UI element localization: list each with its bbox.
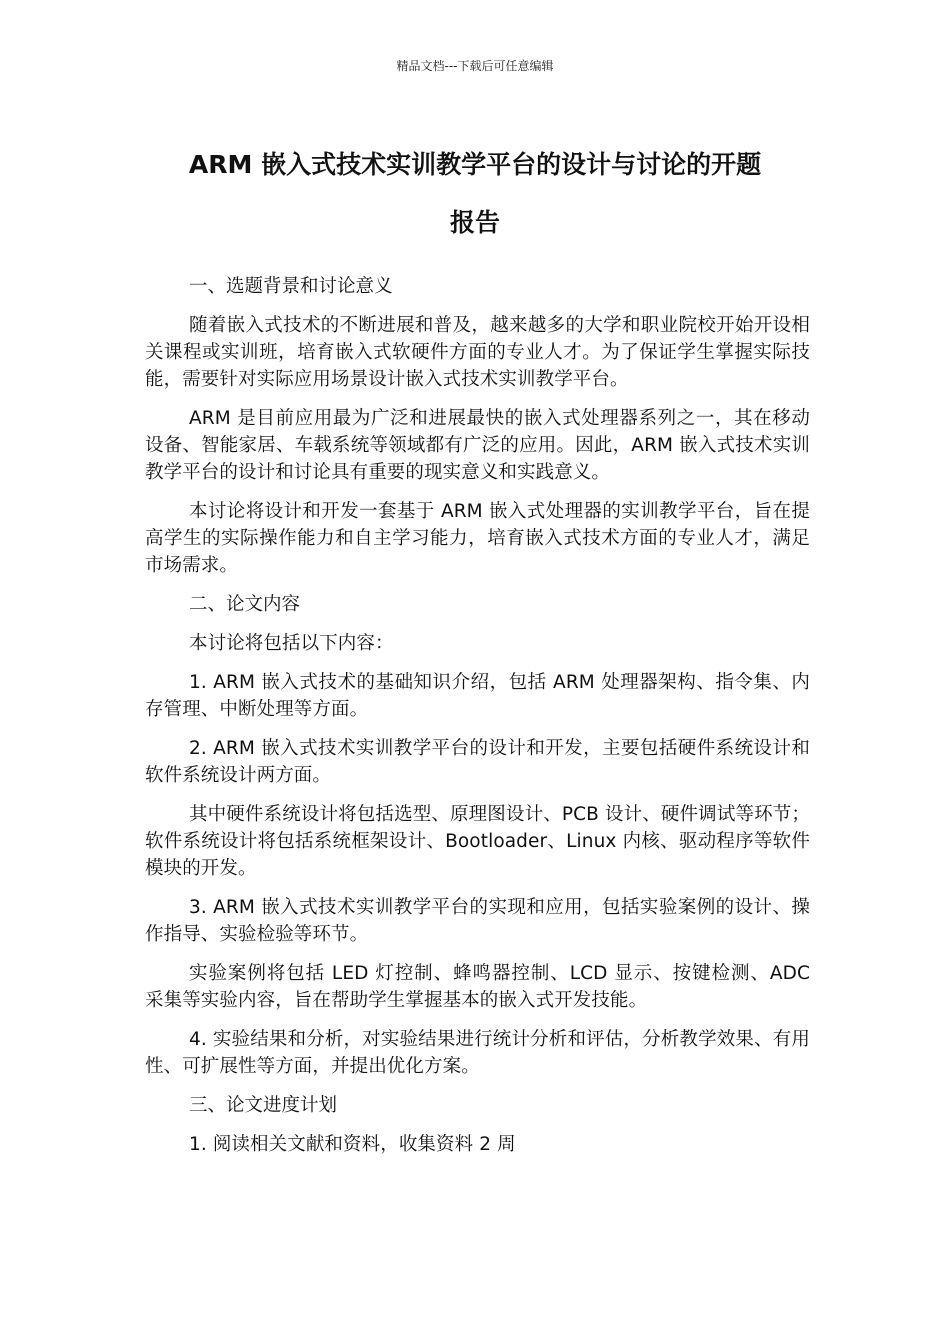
title-line-2: 报告 [449,208,500,237]
header-note: 精品文档---下载后可任意编辑 [396,59,554,73]
section-heading-content: 二、论文内容 [189,594,301,615]
section-heading-schedule: 三、论文进度计划 [189,1095,338,1116]
list-item: 1. 阅读相关文献和资料，收集资料 2 周 [189,1134,516,1155]
paragraph: 实验案例将包括 LED 灯控制、蜂鸣器控制、LCD 显示、按键检测、ADC 采集等实验内容，旨在帮助学生掌握基本的嵌入式开发技能。 [145,963,810,1011]
list-item: 2. ARM 嵌入式技术实训教学平台的设计和开发，主要包括硬件系统设计和软件系统设计两方面。 [145,738,810,786]
paragraph: 其中硬件系统设计将包括选型、原理图设计、PCB 设计、硬件调试等环节；软件系统设计将包括系统框架设计、Bootloader、Linux 内核、驱动程序等软件模块的开发。 [145,804,810,879]
paragraph: ARM 是目前应用最为广泛和进展最快的嵌入式处理器系列之一，其在移动设备、智能家居、车载系统等领域都有广泛的应用。因此，ARM 嵌入式技术实训教学平台的设计和讨论具有重要的现实意义和实践意义。 [145,408,810,483]
section-heading-background: 一、选题背景和讨论意义 [189,276,393,297]
document-title [145,136,805,252]
paragraph: 本讨论将包括以下内容： [189,633,394,654]
paragraph: 随着嵌入式技术的不断进展和普及，越来越多的大学和职业院校开始开设相关课程或实训班，培育嵌入式软硬件方面的专业人才。为了保证学生掌握实际技能，需要针对实际应用场景设计嵌入式技术实训教学平台。 [145,315,810,390]
list-item: 3. ARM 嵌入式技术实训教学平台的实现和应用，包括实验案例的设计、操作指导、实验检验等环节。 [145,897,810,945]
paragraph: 本讨论将设计和开发一套基于 ARM 嵌入式处理器的实训教学平台，旨在提高学生的实际操作能力和自主学习能力，培育嵌入式技术方面的专业人才，满足市场需求。 [145,501,810,576]
document-body [145,273,810,1170]
list-item: 1. ARM 嵌入式技术的基础知识介绍，包括 ARM 处理器架构、指令集、内存管理、中断处理等方面。 [145,672,810,720]
title-line-1: ARM 嵌入式技术实训教学平台的设计与讨论的开题 [188,150,762,179]
list-item: 4. 实验结果和分析，对实验结果进行统计分析和评估，分析教学效果、有用性、可扩展性等方面，并提出优化方案。 [145,1029,810,1077]
